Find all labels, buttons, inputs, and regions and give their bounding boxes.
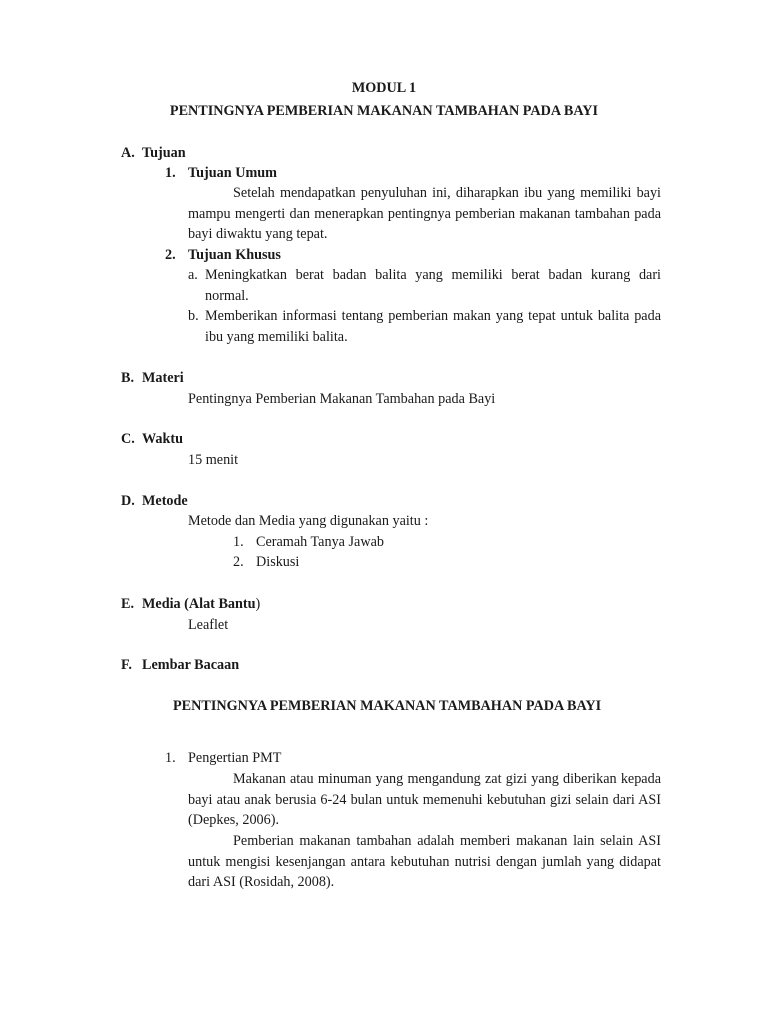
section-e-heading-line bbox=[142, 594, 260, 615]
module-subtitle: PENTINGNYA PEMBERIAN MAKANAN TAMBAHAN PADA BAYI bbox=[169, 103, 599, 119]
section-c-text: 15 menit bbox=[188, 452, 239, 468]
section-d-text: Metode dan Media yang digunakan yaitu : bbox=[188, 513, 429, 529]
tujuan-khusus-item-b-marker: b. bbox=[188, 308, 199, 324]
module-title: MODUL 1 bbox=[351, 80, 417, 96]
metode-item-2: Diskusi bbox=[256, 554, 300, 570]
section-a-letter: A. bbox=[121, 145, 135, 161]
tujuan-umum-heading: Tujuan Umum bbox=[188, 165, 277, 181]
section-d-heading: Metode bbox=[142, 493, 188, 509]
section-e-heading: Media (Alat Bantu bbox=[142, 596, 256, 612]
tujuan-khusus-heading: Tujuan Khusus bbox=[188, 247, 281, 263]
tujuan-khusus-number: 2. bbox=[165, 247, 176, 263]
section-c-heading: Waktu bbox=[142, 431, 184, 447]
section-b-letter: B. bbox=[121, 370, 135, 386]
tujuan-umum-number: 1. bbox=[165, 165, 176, 181]
reading-paragraph-2: Pemberian makanan tambahan adalah memberi makanan lain selain ASI untuk mengisi kesenjangan antara kebutuhan nutrisi dengan jumlah yang didapat dari ASI (Rosidah, 2008). bbox=[188, 833, 661, 890]
section-f-letter: F. bbox=[121, 657, 132, 673]
section-b-text: Pentingnya Pemberian Makanan Tambahan pada Bayi bbox=[188, 391, 496, 407]
metode-item-1-number: 1. bbox=[233, 534, 244, 550]
metode-item-1: Ceramah Tanya Jawab bbox=[256, 534, 384, 550]
section-a-heading: Tujuan bbox=[142, 145, 186, 161]
section-e-heading-close: ) bbox=[255, 596, 261, 612]
section-d-letter: D. bbox=[121, 493, 135, 509]
tujuan-khusus-item-a-marker: a. bbox=[188, 267, 198, 283]
reading-item-1-number: 1. bbox=[165, 750, 176, 766]
section-e-letter: E. bbox=[121, 596, 135, 612]
tujuan-khusus-item-a: Meningkatkan berat badan balita yang memiliki berat badan kurang dari normal. bbox=[205, 267, 661, 304]
reading-item-1-heading: Pengertian PMT bbox=[188, 750, 282, 766]
section-f-heading: Lembar Bacaan bbox=[142, 657, 240, 673]
tujuan-khusus-item-b: Memberikan informasi tentang pemberian makan yang tepat untuk balita pada ibu yang memiliki balita. bbox=[205, 308, 661, 345]
metode-item-2-number: 2. bbox=[233, 554, 244, 570]
section-b-heading: Materi bbox=[142, 370, 184, 386]
section-e-text: Leaflet bbox=[188, 617, 229, 633]
reading-title: PENTINGNYA PEMBERIAN MAKANAN TAMBAHAN PADA BAYI bbox=[173, 698, 602, 714]
reading-paragraph-1: Makanan atau minuman yang mengandung zat gizi yang diberikan kepada bayi atau anak berusia 6-24 bulan untuk memenuhi kebutuhan gizi selain dari ASI (Depkes, 2006). bbox=[188, 771, 661, 828]
tujuan-umum-paragraph: Setelah mendapatkan penyuluhan ini, diharapkan ibu yang memiliki bayi mampu mengerti dan menerapkan pentingnya pemberian makanan tambahan pada bayi diwaktu yang tepat. bbox=[188, 185, 661, 242]
section-c-letter: C. bbox=[121, 431, 135, 447]
